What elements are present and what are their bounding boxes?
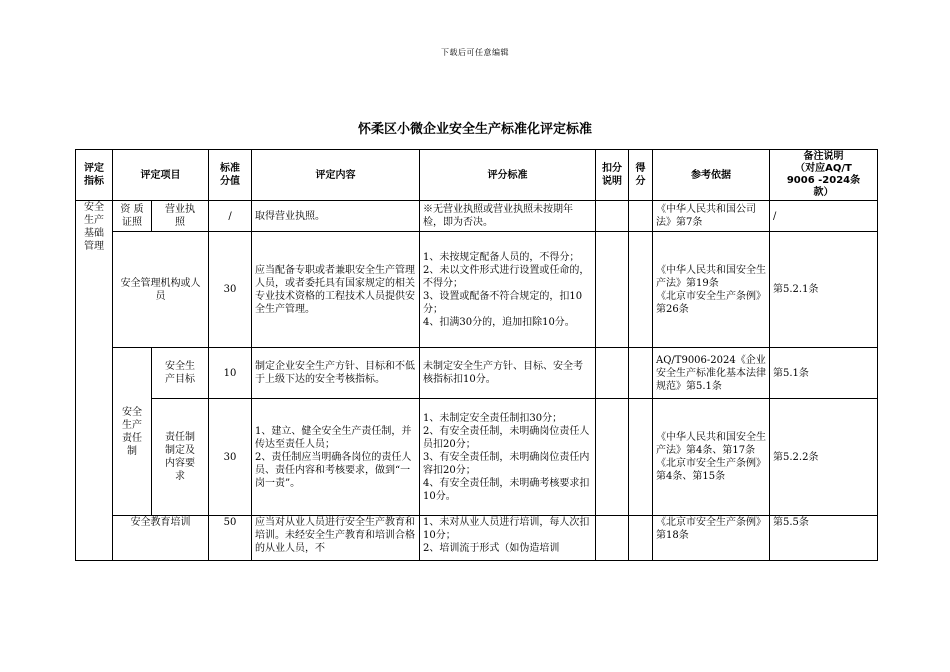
content-cell: 应当对从业人员进行安全生产教育和培训。未经安全生产教育和培训合格的从业人员，不 (252, 516, 420, 561)
criteria-cell: 1、未对从业人员进行培训，每人次扣10分； 2、培训流于形式（如伪造培训 (420, 516, 596, 561)
item-cell: 安全管理机构或人员 (113, 232, 209, 348)
document-title: 怀柔区小微企业安全生产标准化评定标准 (357, 122, 592, 137)
score-cell: 30 (209, 399, 252, 516)
deduct-note-cell (596, 516, 629, 561)
content-cell: 应当配备专职或者兼职安全生产管理人员，或者委托具有国家规定的相关专业技术资格的工程技术人员提供安全生产管理。 (252, 232, 420, 348)
col-header-remark: 备注说明 （对应AQ/T 9006 -2024条 款） (770, 150, 878, 201)
col-header-indicator: 评定 指标 (76, 150, 113, 201)
standard-table (75, 149, 878, 561)
item-category-cell: 资 质 证照 (113, 201, 152, 232)
criteria-cell: 1、未制定安全责任制扣30分； 2、有安全责任制，未明确岗位责任人员扣20分； 3、有安全责任制，未明确岗位责任内容扣20分； 4、有安全责任制，未明确考核要求扣10分。 (420, 399, 596, 516)
col-header-score: 标准 分值 (209, 150, 252, 201)
remark-cell: 第5.1条 (770, 348, 878, 399)
basis-cell: AQ/T9006-2024《企业安全生产标准化基本法律规范》第5.1条 (653, 348, 770, 399)
got-score-cell (629, 399, 653, 516)
remark-cell: 第5.2.1条 (770, 232, 878, 348)
basis-cell: 《中华人民共和国公司法》第7条 (653, 201, 770, 232)
indicator-cell: 安全 生产 基础 管理 (76, 201, 113, 561)
col-header-item: 评定项目 (113, 150, 209, 201)
criteria-cell: ※无营业执照或营业执照未按期年检，即为否决。 (420, 201, 596, 232)
col-header-content: 评定内容 (252, 150, 420, 201)
content-cell: 制定企业安全生产方针、目标和不低于上级下达的安全考核指标。 (252, 348, 420, 399)
table-row (76, 399, 878, 516)
basis-cell: 《中华人民共和国安全生产法》第4条、第17条 《北京市安全生产条例》第4条、第15条 (653, 399, 770, 516)
score-cell: 50 (209, 516, 252, 561)
content-cell: 1、建立、健全安全生产责任制，并传达至责任人员； 2、责任制应当明确各岗位的责任人员、责任内容和考核要求，做到“一岗一责”。 (252, 399, 420, 516)
deduct-note-cell (596, 232, 629, 348)
got-score-cell (629, 232, 653, 348)
col-header-deduct-note: 扣分 说明 (596, 150, 629, 201)
remark-cell: 第5.2.2条 (770, 399, 878, 516)
got-score-cell (629, 201, 653, 232)
got-score-cell (629, 348, 653, 399)
item-sub-cell: 安全生 产目标 (152, 348, 209, 399)
deduct-note-cell (596, 348, 629, 399)
deduct-note-cell (596, 201, 629, 232)
col-header-got-score: 得 分 (629, 150, 653, 201)
criteria-cell: 1、未按规定配备人员的，不得分； 2、未以文件形式进行设置或任命的，不得分； 3、设置或配备不符合规定的，扣10分； 4、扣满30分的，追加扣除10分。 (420, 232, 596, 348)
col-header-basis: 参考依据 (653, 150, 770, 201)
item-cell: 安全教育培训 (113, 516, 209, 561)
table-row (76, 348, 878, 399)
criteria-cell: 未制定安全生产方针、目标、安全考核指标扣10分。 (420, 348, 596, 399)
table-row (76, 516, 878, 561)
item-sub-cell: 营业执 照 (152, 201, 209, 232)
item-sub-cell: 责任制 制定及 内容要 求 (152, 399, 209, 516)
got-score-cell (629, 516, 653, 561)
table-row (76, 232, 878, 348)
score-cell: 10 (209, 348, 252, 399)
score-cell: 30 (209, 232, 252, 348)
item-group-cell: 安全 生产 责任 制 (113, 348, 152, 516)
remark-cell: / (770, 201, 878, 232)
table-row (76, 201, 878, 232)
content-cell: 取得营业执照。 (252, 201, 420, 232)
table-header-row (76, 150, 878, 201)
basis-cell: 《中华人民共和国安全生产法》第19条 《北京市安全生产条例》第26条 (653, 232, 770, 348)
col-header-criteria: 评分标准 (420, 150, 596, 201)
basis-cell: 《北京市安全生产条例》第18条 (653, 516, 770, 561)
header-note: 下载后可任意编辑 (441, 48, 509, 57)
remark-cell: 第5.5条 (770, 516, 878, 561)
deduct-note-cell (596, 399, 629, 516)
score-cell: / (209, 201, 252, 232)
